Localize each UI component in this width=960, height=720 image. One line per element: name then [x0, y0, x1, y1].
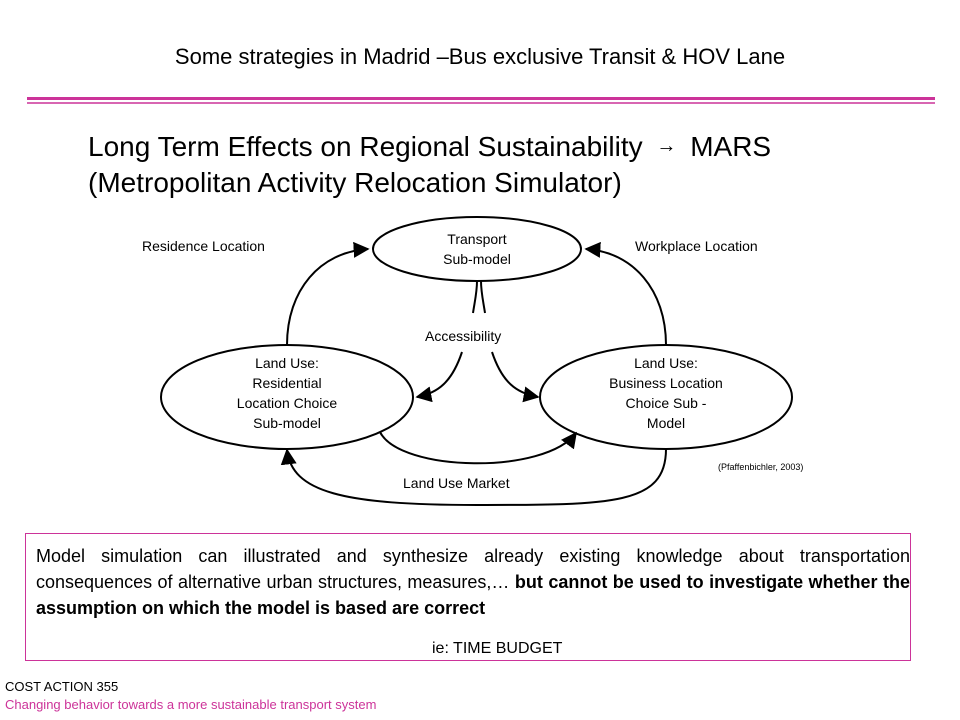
residential-node-line-4: Sub-model	[253, 415, 321, 431]
transport-node-line-1: Transport	[447, 231, 507, 247]
business-node-line-4: Model	[646, 415, 686, 431]
heading-line-2: (Metropolitan Activity Relocation Simulator)	[88, 167, 622, 198]
residence-location-label: Residence Location	[142, 238, 265, 254]
footer-subtitle: Changing behavior towards a more sustainable transport system	[5, 697, 377, 712]
business-node-line-3: Choice Sub -	[625, 395, 707, 411]
slide-title: Some strategies in Madrid –Bus exclusive Transit & HOV Lane	[174, 44, 786, 69]
accessibility-stem	[473, 281, 477, 313]
note-text	[36, 543, 910, 621]
business-node-line-2: Business Location	[609, 375, 723, 391]
residential-node-label	[192, 353, 382, 437]
workplace-location-label: Workplace Location	[635, 238, 758, 254]
residential-node-line-2: Residential	[252, 375, 322, 391]
residential-node-line-3: Location Choice	[236, 395, 338, 411]
footer-action: COST ACTION 355	[5, 679, 119, 694]
workplace-location-arrow	[586, 249, 666, 345]
accessibility-label: Accessibility	[425, 328, 502, 344]
note-subtext: ie: TIME BUDGET	[432, 640, 563, 657]
transport-node-label	[397, 229, 557, 271]
accessibility-to-residential-arrow	[417, 352, 462, 397]
residential-node-line-1: Land Use:	[255, 355, 319, 371]
business-node-line-1: Land Use:	[634, 355, 698, 371]
heading-line-1-text: Long Term Effects on Regional Sustainability	[88, 131, 643, 162]
land-use-market-inner-arrow	[380, 432, 576, 463]
heading-line-1-end: MARS	[690, 131, 772, 162]
residence-location-arrow	[287, 249, 368, 345]
accessibility-to-business-arrow	[492, 352, 538, 397]
accessibility-stem-2	[481, 281, 485, 313]
note-text-bold: but cannot be used to investigate whether the assumption on which the model is based are correct	[36, 572, 911, 618]
business-node-label	[571, 353, 761, 437]
note-text-normal: Model simulation can illustrated and synthesize already existing knowledge about transportation consequences of alternative urban structures, measures,…	[36, 546, 910, 592]
arrow-icon: →	[656, 135, 677, 157]
land-use-market-label: Land Use Market	[403, 475, 510, 491]
transport-node-line-2: Sub-model	[443, 251, 511, 267]
source-citation: (Pfaffenbichler, 2003)	[718, 462, 804, 472]
